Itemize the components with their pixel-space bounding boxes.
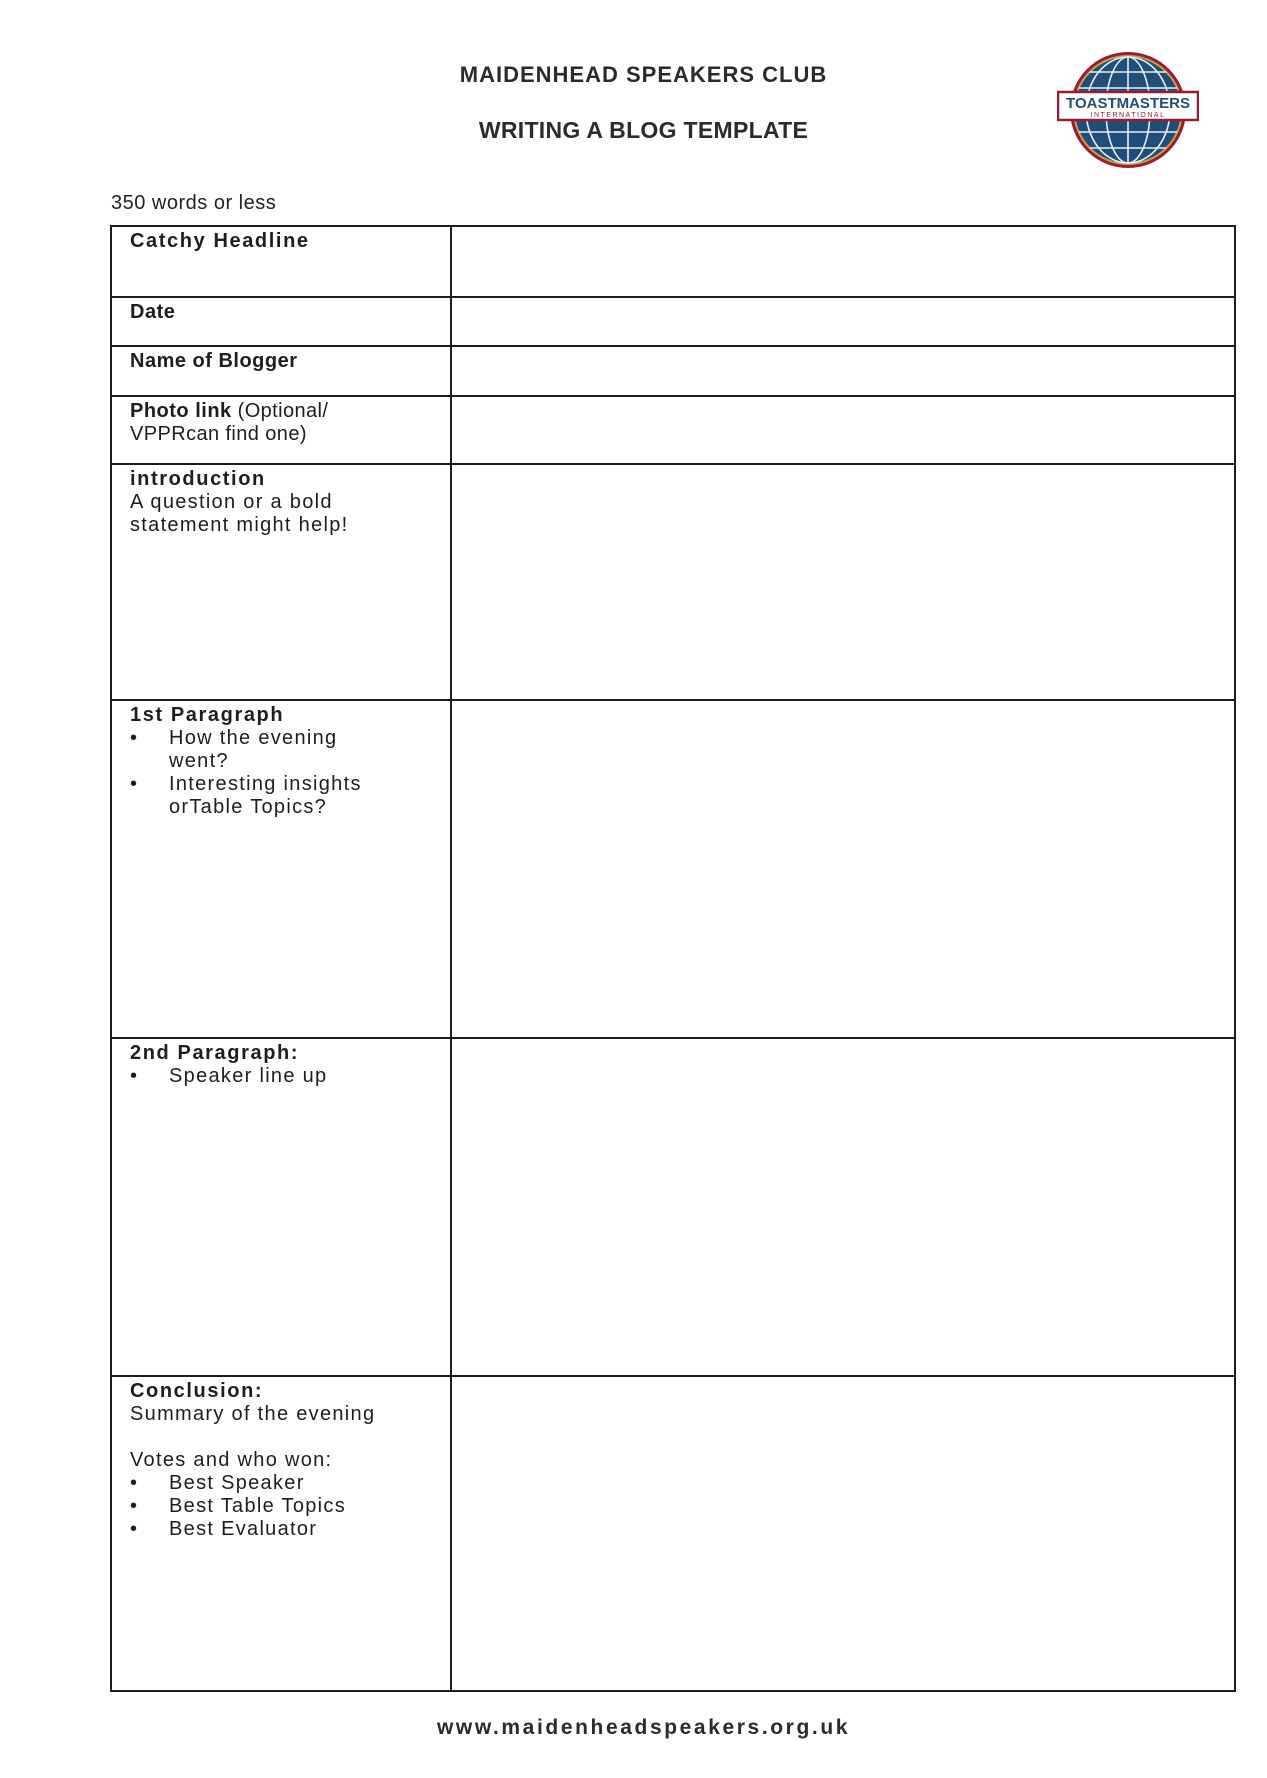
first-paragraph-label-cell — [111, 700, 451, 1038]
headline-label-cell — [111, 226, 451, 297]
second-paragraph-label-cell — [111, 1038, 451, 1376]
second-paragraph-bullets — [130, 1065, 440, 1088]
date-label-cell — [111, 297, 451, 346]
awards-bullets — [130, 1472, 440, 1541]
logo-wordmark: TOASTMASTERS — [1066, 95, 1190, 112]
list-item — [130, 1495, 440, 1518]
photo-note-continued: VPPRcan find one) — [130, 423, 307, 445]
photo-label-cell — [111, 396, 451, 464]
blogger-input-cell[interactable] — [451, 346, 1235, 396]
headline-label: Catchy Headline — [130, 230, 310, 252]
blog-template-table — [110, 225, 1236, 1692]
introduction-label: introduction — [130, 468, 266, 490]
first-paragraph-label: 1st Paragraph — [130, 704, 285, 726]
bullet-text: Best Evaluator — [169, 1518, 318, 1540]
word-limit-note: 350 words or less — [111, 192, 277, 214]
bullet-icon: • — [130, 773, 139, 795]
blogger-label: Name of Blogger — [130, 350, 298, 372]
bullet-icon: • — [130, 1495, 139, 1517]
bullet-text: Best Speaker — [169, 1472, 305, 1494]
photo-label: Photo link — [130, 400, 232, 422]
table-row — [111, 1038, 1235, 1376]
list-item — [130, 1518, 440, 1541]
votes-intro: Votes and who won: — [130, 1449, 333, 1471]
first-paragraph-bullets — [130, 727, 440, 819]
club-name: MAIDENHEAD SPEAKERS CLUB — [459, 62, 828, 87]
second-paragraph-label: 2nd Paragraph: — [130, 1042, 300, 1064]
list-item — [130, 727, 440, 773]
table-row — [111, 464, 1235, 700]
table-row — [111, 297, 1235, 346]
list-item — [130, 1472, 440, 1495]
bullet-icon: • — [130, 1472, 139, 1494]
table-row — [111, 396, 1235, 464]
conclusion-label-cell — [111, 1376, 451, 1691]
document-title: WRITING A BLOG TEMPLATE — [478, 117, 809, 143]
footer-website-link[interactable]: www.maidenheadspeakers.org.uk — [436, 1716, 851, 1739]
introduction-input-cell[interactable] — [451, 464, 1235, 700]
bullet-text: orTable Topics? — [169, 796, 328, 818]
bullet-icon: • — [130, 1518, 139, 1540]
bullet-text: Best Table Topics — [169, 1495, 347, 1517]
table-row — [111, 226, 1235, 297]
table-row — [111, 1376, 1235, 1691]
table-row — [111, 346, 1235, 396]
bullet-text: went? — [169, 750, 229, 772]
date-input-cell[interactable] — [451, 297, 1235, 346]
first-paragraph-input-cell[interactable] — [451, 700, 1235, 1038]
list-item — [130, 1065, 440, 1088]
date-label: Date — [130, 301, 176, 323]
headline-input-cell[interactable] — [451, 226, 1235, 297]
photo-note: (Optional/ — [237, 400, 329, 422]
bullet-text: Interesting insights — [169, 773, 362, 795]
logo-subtitle: INTERNATIONAL — [1090, 112, 1166, 119]
list-item — [130, 773, 440, 819]
conclusion-label: Conclusion: — [130, 1380, 264, 1402]
bullet-icon: • — [130, 727, 139, 749]
conclusion-input-cell[interactable] — [451, 1376, 1235, 1691]
second-paragraph-input-cell[interactable] — [451, 1038, 1235, 1376]
conclusion-summary: Summary of the evening — [130, 1403, 376, 1425]
table-row — [111, 700, 1235, 1038]
bullet-text: Speaker line up — [169, 1065, 328, 1087]
toastmasters-logo — [1057, 50, 1199, 170]
introduction-label-cell — [111, 464, 451, 700]
photo-input-cell[interactable] — [451, 396, 1235, 464]
blogger-label-cell — [111, 346, 451, 396]
bullet-icon: • — [130, 1065, 139, 1087]
bullet-text: How the evening — [169, 727, 338, 749]
introduction-hint-line1: A question or a bold — [130, 491, 333, 513]
introduction-hint-line2: statement might help! — [130, 514, 349, 536]
